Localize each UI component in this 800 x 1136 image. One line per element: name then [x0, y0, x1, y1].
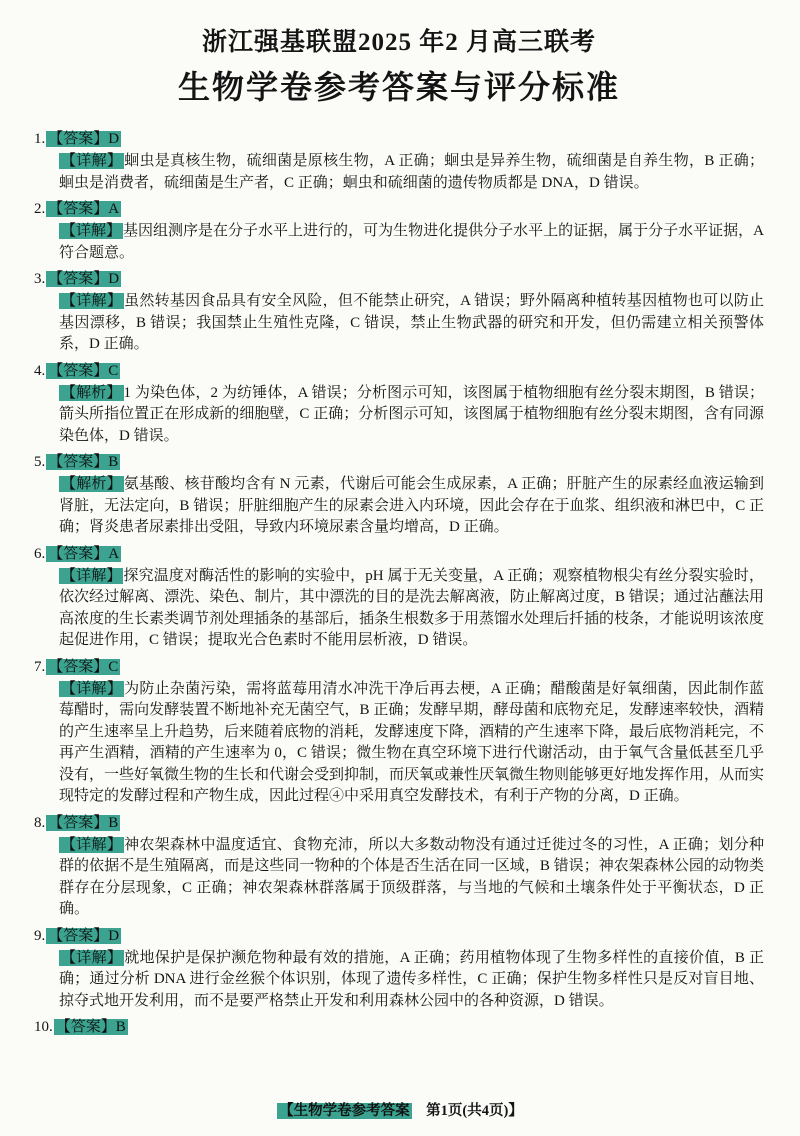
answers-list: [34, 128, 764, 1038]
answer-item: [34, 543, 764, 652]
question-number: 8.: [34, 814, 46, 831]
detail-label: 【解析】: [61, 476, 122, 492]
detail-label: 【详解】: [61, 949, 123, 966]
answer-item: [34, 360, 764, 448]
answer-label: 【答案】: [48, 454, 109, 470]
answer-label: 【答案】: [48, 362, 109, 379]
answer-item: [34, 1016, 764, 1038]
detail-label: 【详解】: [61, 567, 122, 584]
answer-detail: [59, 566, 764, 652]
answer-detail: [59, 151, 764, 194]
answer-item: [34, 128, 764, 194]
detail-label: 【详解】: [61, 293, 123, 309]
question-number: 6.: [34, 545, 46, 562]
answer-item: [34, 656, 764, 808]
answer-item: [34, 925, 764, 1013]
detail-text: 基因组测序是在分子水平上进行的，可为生物进化提供分子水平上的证据，属于分子水平证据，A 符合题意。: [59, 223, 764, 261]
answer-label: 【答案】: [48, 201, 109, 217]
answer-value: C: [108, 658, 119, 675]
answer-highlight: [54, 1019, 128, 1035]
document-title-line1: 浙江强基联盟2025 年2 月高三联考: [201, 29, 596, 56]
answer-item: [34, 812, 764, 921]
question-number: 3.: [34, 271, 46, 287]
answer-item: [34, 451, 764, 539]
answer-highlight: [46, 271, 121, 287]
detail-label: 【详解】: [61, 680, 123, 697]
answer-highlight: [46, 131, 121, 147]
detail-text: 蛔虫是真核生物，硫细菌是原核生物，A 正确；蛔虫是异养生物，硫细菌是自养生物，B 正确；蛔虫是消费者，硫细菌是生产者，C 正确；蛔虫和硫细菌的遗传物质都是 DNA，D 错误。: [59, 153, 764, 191]
question-number: 5.: [34, 454, 46, 470]
answer-label: 【答案】: [48, 927, 109, 944]
detail-text: 就地保护是保护濒危物种最有效的措施，A 正确；药用植物体现了生物多样性的直接价值，B 正确；通过分析 DNA 进行金丝猴个体识别，体现了遗传多样性，C 正确；保护生物多样性只是反对盲目地、掠夺式地开发利用，而不是要严格禁止开发和利用森林公园中的各种资源，D 错误。: [59, 949, 764, 1009]
question-number: 7.: [34, 658, 46, 675]
answer-value: B: [115, 1019, 126, 1035]
answer-line: [34, 812, 764, 834]
answer-line: [34, 1016, 764, 1038]
question-number: 1.: [34, 131, 46, 147]
question-number: 4.: [34, 362, 46, 379]
question-number: 2.: [34, 201, 46, 217]
detail-text: 探究温度对酶活性的影响的实验中，pH 属于无关变量，A 正确；观察植物根尖有丝分裂实验时，依次经过解离、漂洗、染色、制片，其中漂洗的目的是洗去解离液，防止解离过度，B 错误；通过沾蘸法用高浓度的生长素类调节剂处理插条的基部后，插条生根数多于用蒸馏水处理后扦插的枝条，才能说明该浓度起促进作用，C 错误；提取光合色素时不能用层析液，D 错误。: [59, 567, 765, 648]
detail-text: 1 为染色体，2 为纺锤体，A 错误；分析图示可知，该图属于植物细胞有丝分裂末期图，B 错误；箭头所指位置正在形成新的细胞壁，C 正确；分析图示可知，该图属于植物细胞有丝分裂末期图，含有同源染色体，D 错误。: [59, 384, 764, 444]
answer-highlight: [46, 659, 120, 675]
answer-label: 【答案】: [48, 658, 109, 675]
answer-label: 【答案】: [48, 131, 109, 147]
answer-line: [34, 360, 764, 382]
answer-value: D: [108, 271, 120, 287]
footer-doc-title: 【生物学卷参考答案: [279, 1103, 410, 1119]
question-number: 9.: [34, 927, 46, 944]
answer-detail: [59, 383, 764, 448]
detail-label: 【解析】: [61, 384, 122, 401]
answer-highlight: [46, 815, 120, 831]
answer-value: C: [108, 362, 119, 379]
answer-line: [34, 451, 764, 473]
detail-text: 为防止杂菌污染，需将蓝莓用清水冲洗干净后再去梗，A 正确；醋酸菌是好氧细菌，因此制作蓝莓醋时，需向发酵装置不断地补充无菌空气，B 正确；发酵早期，酵母菌和底物充足，发酵速率较快，酒精的产生速率呈上升趋势，后来随着底物的消耗，发酵速度下降，酒精的产生速率下降，最后底物消耗完，不再产生酒精，酒精的产生速率为 0，C 错误；微生物在真空环境下进行代谢活动，由于氧气含量低甚至几乎没有，一些好氧微生物的生长和代谢会受到抑制，而厌氧或兼性厌氧微生物则能够更好地发挥作用，从而实现特定的发酵过程和产物生成，因此过程④中采用真空发酵技术，有利于产物的分离，D 正确。: [59, 680, 765, 804]
answer-detail: [59, 835, 764, 921]
answer-label: 【答案】: [48, 814, 109, 831]
answer-detail: [59, 291, 764, 356]
answer-highlight: [46, 363, 120, 379]
answer-detail: [59, 948, 764, 1013]
answer-highlight: [46, 201, 121, 217]
answer-line: [34, 543, 764, 565]
answer-line: [34, 198, 764, 220]
answer-value: A: [108, 201, 120, 217]
detail-text: 神农架森林中温度适宜、食物充沛，所以大多数动物没有通过迁徙过冬的习性，A 正确；划分种群的依据不是生殖隔离，而是这些同一物种的个体是否生活在同一区域，B 错误；神农架森林公园的动物类群存在分层现象，C 正确；神农架森林群落属于顶级群落，与当地的气候和土壤条件处于平衡状态，D 正确。: [59, 836, 764, 917]
document-title-line2: 生物学卷参考答案与评分标准: [177, 69, 620, 105]
answer-line: [34, 925, 764, 947]
detail-text: 虽然转基因食品具有安全风险，但不能禁止研究，A 错误；野外隔离种植转基因植物也可以防止基因漂移，B 错误；我国禁止生殖性克隆，C 错误，禁止生物武器的研究和开发，但仍需建立相关预警体系，D 正确。: [59, 293, 764, 352]
answer-label: 【答案】: [55, 1019, 116, 1035]
answer-highlight: [46, 928, 121, 944]
answer-value: A: [108, 545, 120, 562]
answer-value: B: [108, 814, 119, 831]
answer-line: [34, 268, 764, 290]
question-number: 10.: [34, 1019, 53, 1035]
answer-line: [34, 656, 764, 678]
detail-label: 【详解】: [61, 836, 123, 853]
answer-highlight: [46, 454, 120, 470]
answer-detail: [59, 221, 764, 264]
answer-label: 【答案】: [48, 271, 109, 287]
answer-detail: [59, 474, 764, 539]
answer-value: B: [108, 454, 119, 470]
detail-text: 氨基酸、核苷酸均含有 N 元素，代谢后可能会生成尿素，A 正确；肝脏产生的尿素经血液运输到肾脏，无法定向，B 错误；肝脏细胞产生的尿素会进入内环境，因此会存在于血浆、组织液和淋巴中，C 正确；肾炎患者尿素排出受阻，导致内环境尿素含量均增高，D 正确。: [59, 476, 764, 535]
answer-item: [34, 268, 764, 356]
answer-item: [34, 198, 764, 264]
detail-label: 【详解】: [61, 153, 123, 169]
detail-label: 【详解】: [61, 223, 122, 239]
answer-line: [34, 128, 764, 150]
page-footer: [0, 1099, 800, 1120]
answer-label: 【答案】: [48, 545, 109, 562]
answer-detail: [59, 679, 764, 808]
footer-page-number: 第1页(共4页)】: [411, 1103, 523, 1119]
answer-highlight: [46, 546, 121, 562]
answer-value: D: [108, 927, 120, 944]
answer-value: D: [108, 131, 120, 147]
